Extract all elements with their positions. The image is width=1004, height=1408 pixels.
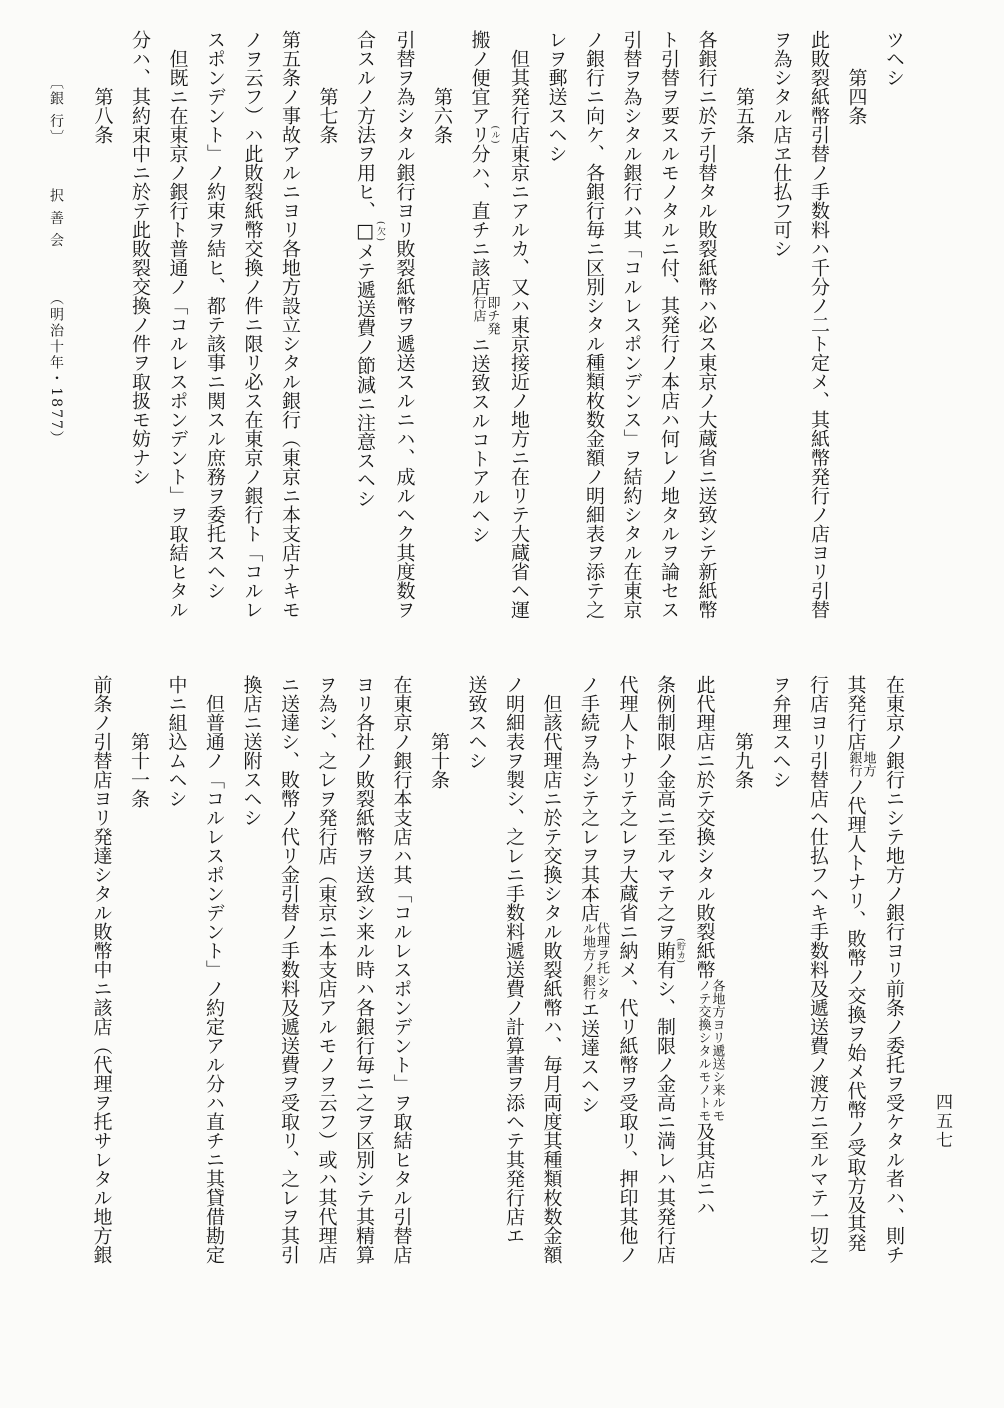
editorial-annotation: (貯カ) xyxy=(675,937,685,964)
editorial-annotation: (ル) xyxy=(489,125,500,144)
text-segment: 此代理店ニ於テ交換シタル敗裂紙幣 xyxy=(693,675,716,979)
article-10-line: ヨリ各社ノ敗裂紙幣ヲ送致シ来ル時ハ各銀行毎ニ之ヲ区別シテ其精算 xyxy=(353,675,375,1264)
article-4-heading: 第四条 xyxy=(845,68,868,125)
lower-text-block xyxy=(82,675,912,1275)
text-segment: 合スルノ方法ヲ用ヒ、 xyxy=(354,30,376,220)
article-6-line xyxy=(346,30,386,630)
page-number: 四五七 xyxy=(932,1093,952,1150)
annotated-character xyxy=(654,937,685,964)
warichu-note xyxy=(580,922,608,1000)
article-5-proviso-line xyxy=(460,30,500,630)
text-segment: 及其店ニハ xyxy=(693,1122,716,1217)
text-segment: 有シ、制限ノ金高ニ満レハ其発行店 xyxy=(654,960,676,1264)
warichu-right-line: 代理ヲ托シタ xyxy=(594,922,609,1000)
warichu-left-line: ル地方ノ銀行 xyxy=(580,922,595,1000)
article-7-line: 第五条ノ事故アルニヨリ各地方設立シタル銀行（東京ニ本支店ナキモ xyxy=(279,30,301,619)
article-8-line: ヲ弁理スヘシ xyxy=(769,675,792,789)
text-segment: 分ハ、直チニ該店 xyxy=(468,144,491,296)
article-10-proviso-line: 但普通ノ「コルレスポンデント」ノ約定アル分ハ直チニ其貸借勘定 xyxy=(203,694,225,1264)
article-11-line: 前条ノ引替店ヨリ発達シタル敗幣中ニ該店（代理ヲ托サレタル地方銀 xyxy=(90,675,113,1264)
article-4-line: ヲ為シタル店ヱ仕払フ可シ xyxy=(770,30,793,258)
text-segment: ニ送致スルコトアルヘシ xyxy=(468,335,491,544)
article-9-proviso-line: ノ明細表ヲ製シ、之レニ手数料遞送費ノ計算書ヲ添ヘテ其発行店エ xyxy=(503,675,525,1245)
header-category: 〔銀 行〕 xyxy=(48,75,64,146)
header-date: （明治十年・1877） xyxy=(48,291,64,447)
article-10-line: 在東京ノ銀行本支店ハ其「コルレスポンデント」ヲ取結ヒタル引替店 xyxy=(390,675,413,1264)
annotated-base: 賄 xyxy=(654,937,676,964)
article-9-proviso-line: 送致スヘシ xyxy=(465,675,488,770)
article-7-proviso-line: 分ハ、其約束中ニ於テ此敗裂交換ノ件ヲ取扱モ妨ナシ xyxy=(129,30,151,486)
article-5-line: 引替ヲ為シタル銀行ハ其「コルレスポンデンス」ヲ結約シタル在東京 xyxy=(620,30,643,619)
article-11-heading: 第十一条 xyxy=(128,732,150,808)
article-8-line: 行店ヨリ引替店ヘ仕払フヘキ手数料及遞送費ノ渡方ニ至ルマテ一切之 xyxy=(807,675,829,1264)
article-5-proviso-line: 但其発行店東京ニアルカ、又ハ東京接近ノ地方ニ在リテ大蔵省ヘ運 xyxy=(508,49,530,619)
annotated-character xyxy=(468,125,500,144)
article-5-line: レヲ郵送スヘシ xyxy=(545,30,568,163)
warichu-right-line: 即チ発 xyxy=(484,296,500,335)
article-5-line: 各銀行ニ於テ引替タル敗裂紙幣ハ必ス東京ノ大蔵省ニ送致シテ新紙幣 xyxy=(695,30,718,619)
annotated-base: リ xyxy=(468,125,491,144)
text-segment: メテ遞送費ノ節減ニ注意スヘシ xyxy=(354,242,376,508)
article-10-line: 換店ニ送附スヘシ xyxy=(240,675,263,827)
warichu-note xyxy=(847,751,875,777)
header-source: 択 善 会 xyxy=(48,187,64,249)
article-9-line xyxy=(570,675,609,1275)
article-5-line: ノ銀行ニ向ケ、各銀行毎ニ区別シタル種類枚数金額ノ明細表ヲ添テ之 xyxy=(583,30,605,619)
article-10-line: ニ送達シ、敗幣ノ代リ金引替ノ手数料及遞送費ヲ受取リ、之レヲ其引 xyxy=(278,675,300,1264)
article-5-line: ト引替ヲ要スルモノタルニ付、其発行ノ本店ハ何レノ地タルヲ論セス xyxy=(658,30,680,619)
editorial-annotation: (欠) xyxy=(375,220,385,242)
warichu-note xyxy=(696,979,724,1122)
article-7-proviso-line: 但既ニ在東京ノ銀行ト普通ノ「コルレスポンデント」ヲ取結ヒタル xyxy=(166,49,189,619)
missing-character-box: □ xyxy=(354,220,376,242)
continued-text-line: ツヘシ xyxy=(883,30,905,87)
article-9-line xyxy=(646,675,686,1275)
text-segment: 搬ノ便宜ア xyxy=(468,30,491,125)
warichu-left-line: 銀行 xyxy=(846,751,862,777)
article-9-line xyxy=(685,675,724,1275)
article-4-line: 此敗裂紙幣引替ノ手数料ハ千分ノ二ト定メ、其紙幣発行ノ店ヨリ引替 xyxy=(808,30,830,619)
text-segment: 条例制限ノ金高ニ至ルマテ之ヲ xyxy=(654,675,676,941)
text-segment: ノ手続ヲ為シテ之レヲ其本店 xyxy=(578,675,600,922)
article-9-line: 代理人トナリテ之レヲ大蔵省ニ納メ、代リ紙幣ヲ受取リ、押印其他ノ xyxy=(616,675,639,1264)
article-5-heading: 第五条 xyxy=(733,87,755,144)
article-7-line: ノヲ云フ）ハ此敗裂紙幣交換ノ件ニ限リ必ス在東京ノ銀行ト「コルレ xyxy=(241,30,264,619)
warichu-left-line: ノテ交換シタルモノトモ xyxy=(695,979,711,1122)
article-10-heading: 第十条 xyxy=(428,732,450,789)
text-segment: エ送達スヘシ xyxy=(578,1000,600,1114)
article-7-heading: 第七条 xyxy=(316,87,339,144)
text-segment: 其発行店 xyxy=(844,675,867,751)
article-6-line: 引替ヲ為シタル銀行ヨリ敗裂紙幣ヲ遞送スルニハ、成ルヘク其度数ヲ xyxy=(393,30,416,619)
article-9-heading: 第九条 xyxy=(732,732,754,789)
article-8-heading: 第八条 xyxy=(91,87,114,144)
text-segment: ノ代理人トナリ、敗幣ノ交換ヲ始メ代幣ノ受取方及其発 xyxy=(844,777,867,1252)
article-6-heading: 第六条 xyxy=(431,87,453,144)
article-9-proviso-line: 但該代理店ニ於テ交換シタル敗裂紙幣ハ、毎月両度其種類枚数金額 xyxy=(540,694,563,1264)
article-10-line: ヲ為シ、之レヲ発行店（東京ニ本支店アルモノヲ云フ）或ハ其代理店 xyxy=(315,675,338,1264)
upper-text-block xyxy=(83,30,912,630)
warichu-left-line: 行店 xyxy=(470,296,486,322)
article-7-line: スポンデント」ノ約束ヲ結ヒ、都テ該事ニ関スル庶務ヲ委托スヘシ xyxy=(204,30,226,600)
warichu-note xyxy=(471,296,499,335)
article-8-line xyxy=(836,675,875,1275)
missing-character xyxy=(354,220,385,242)
warichu-right-line: 各地方ヨリ遞送シ来ルモ xyxy=(709,979,725,1122)
article-8-line: 在東京ノ銀行ニシテ地方ノ銀行ヨリ前条ノ委托ヲ受ケタル者ハ、則チ xyxy=(883,675,905,1264)
running-header xyxy=(42,75,70,447)
warichu-right-line: 地方 xyxy=(860,751,876,777)
article-10-proviso-line: 中ニ組込ムヘシ xyxy=(165,675,188,808)
